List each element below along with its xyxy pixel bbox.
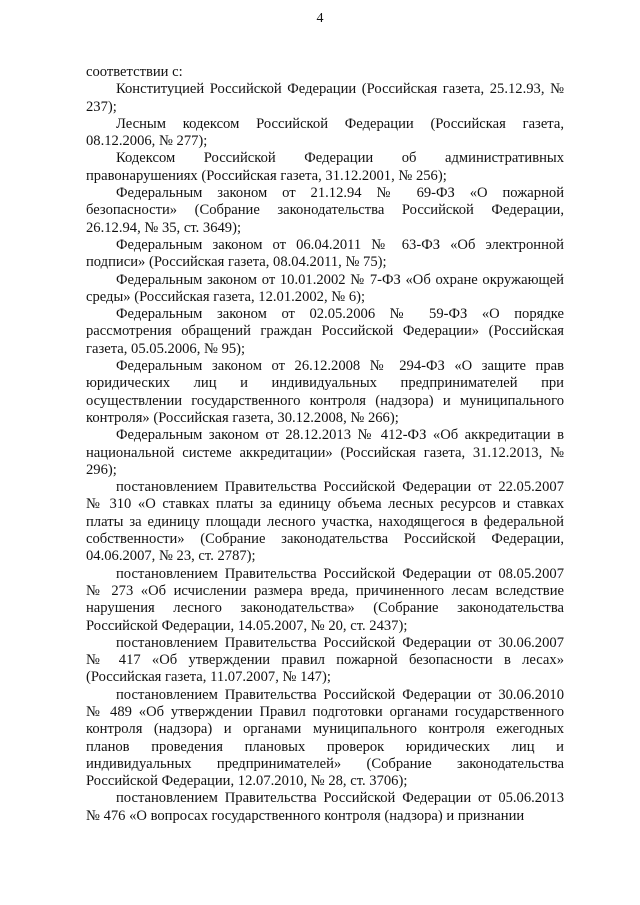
paragraph-accreditation-law: Федеральным законом от 28.12.2013 № 412-ФЗ «Об аккредитации в национальной системе аккредитации» (Российская газета, 31.12.2013, № 296); [86,427,564,478]
paragraph-citizen-appeals-law: Федеральным законом от 02.05.2006 № 59-ФЗ «О порядке рассмотрения обращений граждан Российской Федерации» (Российская газета, 05.05.2006, № 95); [86,306,564,357]
paragraph-decree-310: постановлением Правительства Российской Федерации от 22.05.2007 № 310 «О ставках платы за единицу объема лесных ресурсов и ставках платы за единицу площади лесного участка, находящегося в федеральной собственности» (Собрание законодательства Российской Федерации, 04.06.2007, № 23, ст. 2787); [86,479,564,565]
paragraph-decree-489: постановлением Правительства Российской Федерации от 30.06.2010 № 489 «Об утверждении Правил подготовки органами государственного контроля (надзора) и органами муниципального контроля ежегодных планов проведения плановых проверок юридических лиц и индивидуальных предпринимателей» (Собрание законодательства Российской Федерации, 12.07.2010, № 28, ст. 3706); [86,686,564,790]
paragraph-decree-417: постановлением Правительства Российской Федерации от 30.06.2007 № 417 «Об утверждении правил пожарной безопасности в лесах» (Российская газета, 11.07.2007, № 147); [86,634,564,686]
paragraph-constitution: Конституцией Российской Федерации (Российская газета, 25.12.93, № 237); [86,81,564,115]
page-number: 4 [316,11,324,26]
paragraph-electronic-signature-law: Федеральным законом от 06.04.2011 № 63-ФЗ «Об электронной подписи» (Российская газета, 08.04.2011, № 75); [86,236,564,271]
paragraph-business-protection-law: Федеральным законом от 26.12.2008 № 294-ФЗ «О защите прав юридических лиц и индивидуальных предпринимателей при осуществлении государственного контроля (надзора) и муниципального контроля» (Российская газета, 30.12.2008, № 266); [86,358,564,426]
paragraph-intro: соответствии с: [86,64,183,80]
paragraph-decree-273: постановлением Правительства Российской Федерации от 08.05.2007 № 273 «Об исчислении размера вреда, причиненного лесам вследствие нарушения лесного законодательства» (Собрание законодательства Российской Федерации, 14.05.2007, № 20, ст. 2437); [86,565,564,634]
document-body [86,64,564,825]
paragraph-forest-code: Лесным кодексом Российской Федерации (Российская газета, 08.12.2006, № 277); [86,115,564,150]
paragraph-decree-476: постановлением Правительства Российской Федерации от 05.06.2013 № 476 «О вопросах государственного контроля (надзора) и признании [86,790,564,824]
paragraph-fire-safety-law: Федеральным законом от 21.12.94 № 69-ФЗ «О пожарной безопасности» (Собрание законодательства Российской Федерации, 26.12.94, № 35, ст. 3649); [86,185,564,236]
paragraph-environment-law: Федеральным законом от 10.01.2002 № 7-ФЗ «Об охране окружающей среды» (Российская газета, 12.01.2002, № 6); [86,271,564,305]
paragraph-administrative-code: Кодексом Российской Федерации об административных правонарушениях (Российская газета, 31.12.2001, № 256); [86,150,564,184]
